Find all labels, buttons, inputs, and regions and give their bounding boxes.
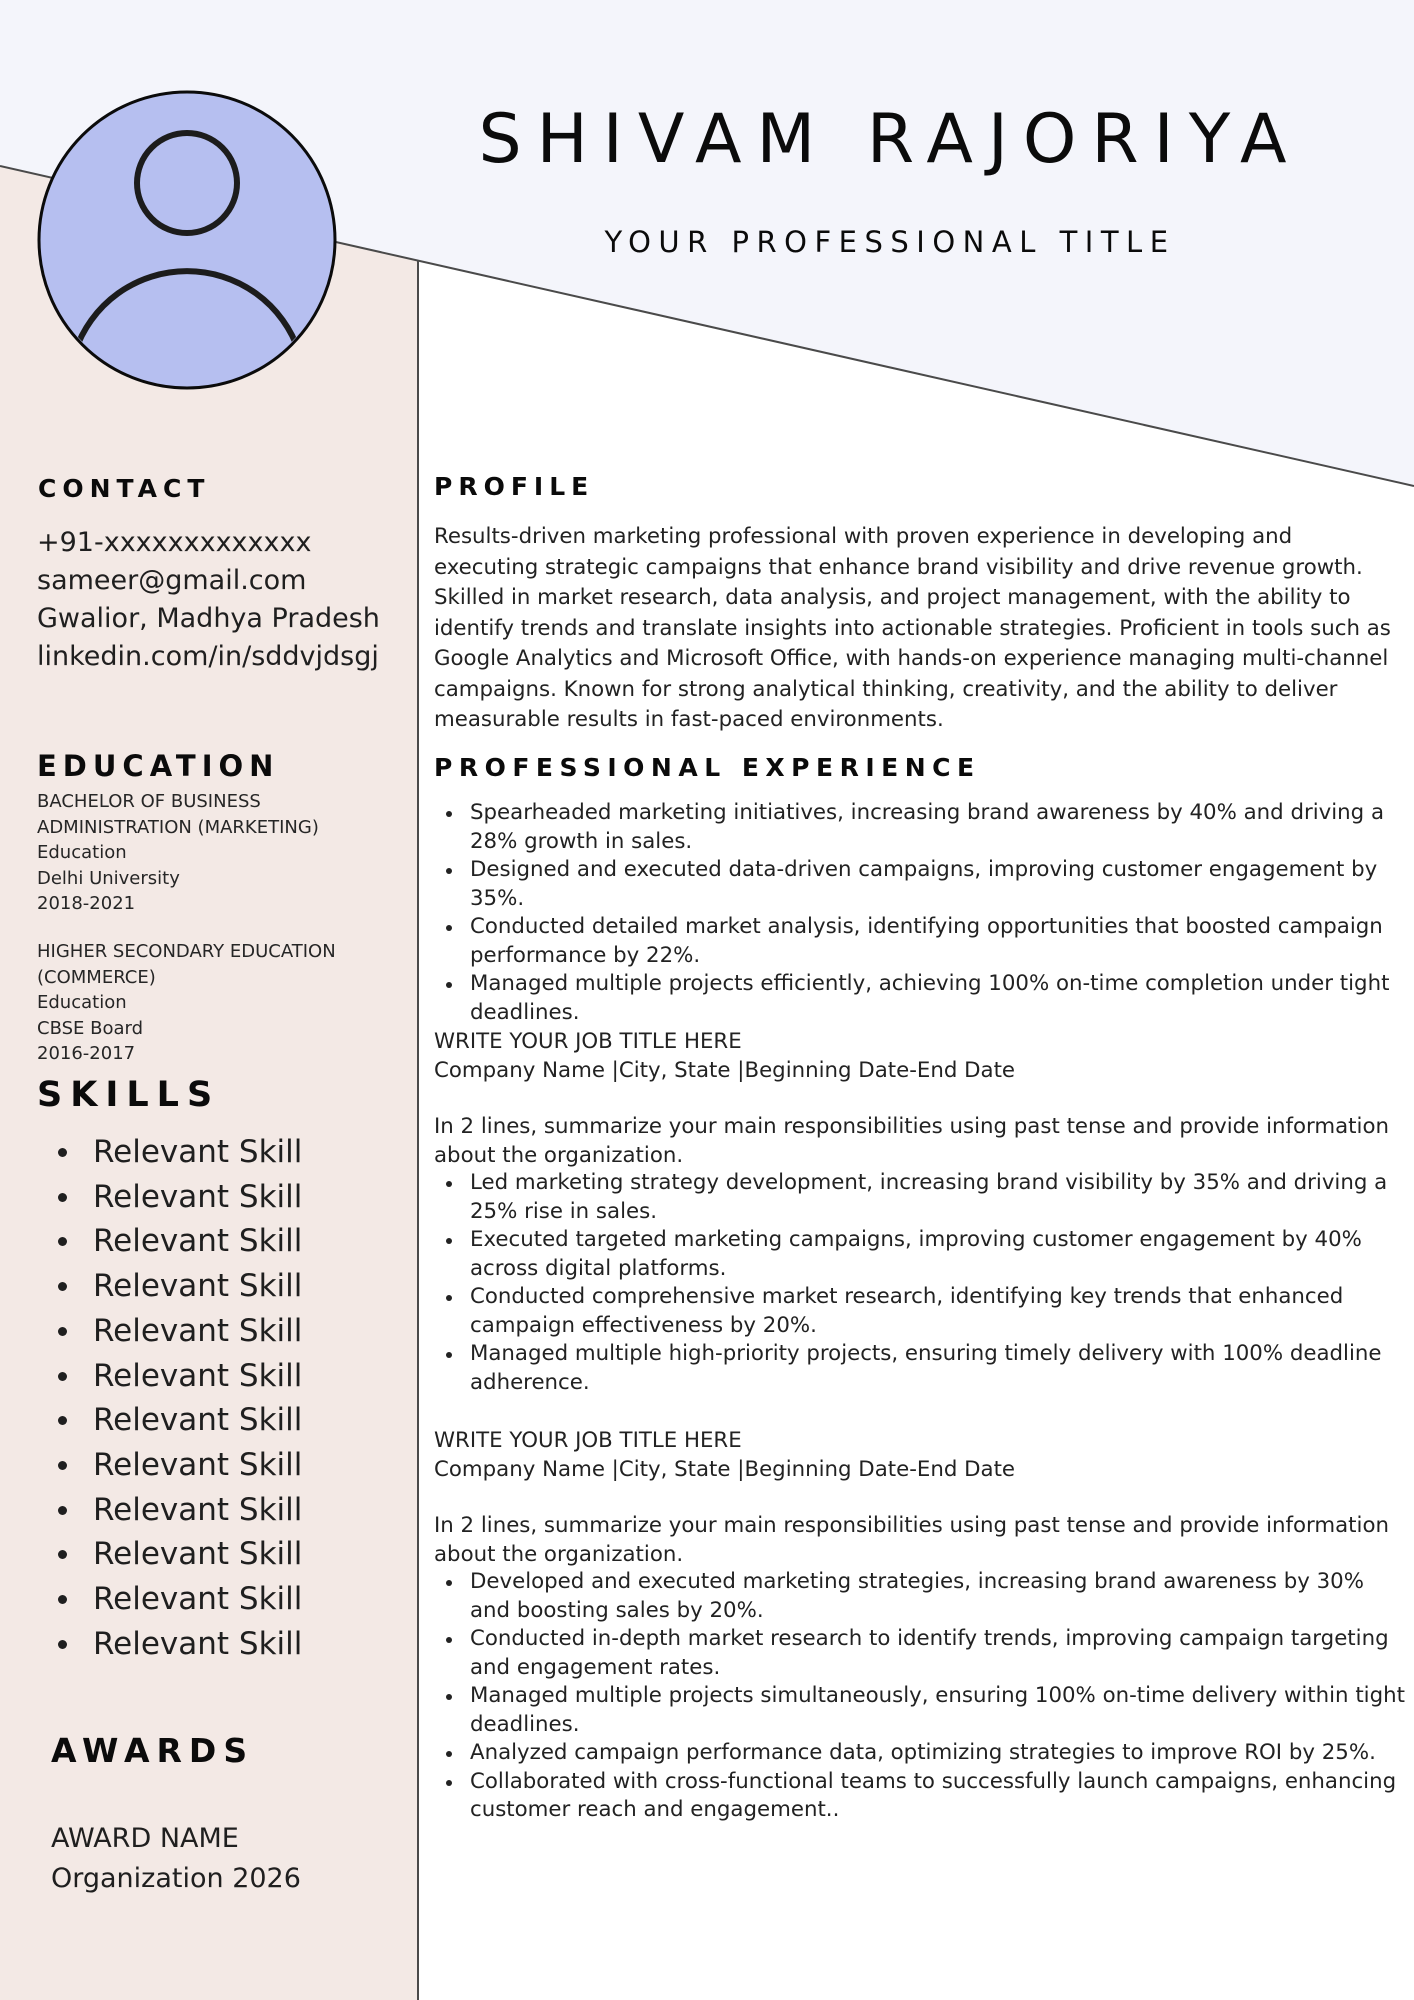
skill-item: Relevant Skill xyxy=(40,1264,302,1309)
job-company-line: Company Name |City, State |Beginning Date-End Date xyxy=(434,1057,1016,1083)
education-institution: CBSE Board xyxy=(37,1017,144,1039)
skills-list xyxy=(40,1130,302,1666)
education-institution: Delhi University xyxy=(37,867,180,889)
skill-item: Relevant Skill xyxy=(40,1622,302,1667)
skill-item: Relevant Skill xyxy=(40,1354,302,1399)
award-name: AWARD NAME xyxy=(51,1823,239,1854)
contact-phone: +91-xxxxxxxxxxxxx xyxy=(37,527,312,558)
experience-bullet: Conducted detailed market analysis, identifying opportunities that boosted campaign performance by 22%. xyxy=(434,913,1409,970)
contact-location: Gwalior, Madhya Pradesh xyxy=(37,603,380,634)
experience-bullet: Managed multiple projects efficiently, achieving 100% on-time completion under tight deadlines. xyxy=(434,970,1409,1027)
award-entry xyxy=(51,1819,301,1899)
job-summary: In 2 lines, summarize your main responsibilities using past tense and provide information about the organization. xyxy=(434,1513,1389,1567)
job-title: WRITE YOUR JOB TITLE HERE xyxy=(434,1428,742,1453)
profile-heading: PROFILE xyxy=(434,472,595,501)
job-bullet: Collaborated with cross-functional teams to successfully launch campaigns, enhancing customer reach and engagement.. xyxy=(434,1768,1409,1825)
job-header xyxy=(434,1427,1015,1484)
job-bullets xyxy=(434,1169,1409,1397)
contact-linkedin: linkedin.com/in/sddvjdsgj xyxy=(37,641,379,672)
candidate-name: SHIVAM RAJORIYA xyxy=(478,100,1302,179)
job-bullet: Conducted in-depth market research to identify trends, improving campaign targeting and engagement rates. xyxy=(434,1625,1409,1682)
awards-heading: AWARDS xyxy=(51,1731,255,1770)
skill-item: Relevant Skill xyxy=(40,1175,302,1220)
education-label: Education xyxy=(37,992,127,1013)
skill-item: Relevant Skill xyxy=(40,1219,302,1264)
job-bullet: Managed multiple high-priority projects, ensuring timely delivery with 100% deadline adherence. xyxy=(434,1340,1409,1397)
award-organization: Organization 2026 xyxy=(51,1863,301,1894)
job-bullet: Developed and executed marketing strategies, increasing brand awareness by 30% and boosting sales by 20%. xyxy=(434,1568,1409,1625)
contact-heading: CONTACT xyxy=(38,474,211,503)
job-bullet: Executed targeted marketing campaigns, improving customer engagement by 40% across digital platforms. xyxy=(434,1226,1409,1283)
experience-highlights xyxy=(434,799,1409,1027)
user-icon xyxy=(37,90,337,390)
job-bullet: Analyzed campaign performance data, optimizing strategies to improve ROI by 25%. xyxy=(434,1739,1409,1768)
education-years: 2016-2017 xyxy=(37,1043,136,1064)
job-company-line: Company Name |City, State |Beginning Date-End Date xyxy=(434,1456,1016,1482)
skill-item: Relevant Skill xyxy=(40,1532,302,1577)
professional-title: YOUR PROFESSIONAL TITLE xyxy=(604,225,1176,259)
skills-heading: SKILLS xyxy=(37,1075,221,1115)
job-bullet: Led marketing strategy development, increasing brand visibility by 35% and driving a 25% rise in sales. xyxy=(434,1169,1409,1226)
job-header xyxy=(434,1028,1015,1085)
skill-item: Relevant Skill xyxy=(40,1488,302,1533)
skill-item: Relevant Skill xyxy=(40,1309,302,1354)
job-title: WRITE YOUR JOB TITLE HERE xyxy=(434,1029,742,1054)
education-entry xyxy=(37,789,357,917)
contact-list xyxy=(37,524,380,676)
skill-item: Relevant Skill xyxy=(40,1577,302,1622)
job-bullet: Conducted comprehensive market research, identifying key trends that enhanced campaign effectiveness by 20%. xyxy=(434,1283,1409,1340)
profile-text: Results-driven marketing professional with proven experience in developing and executing strategic campaigns that enhance brand visibility and drive revenue growth. Skilled in market research, data analysis, and project management, with the ability to identify trends and translate insights into actionable strategies. Proficient in tools such as Google Analytics and Microsoft Office, with hands-on experience managing multi-channel campaigns. Known for strong analytical thinking, creativity, and the ability to deliver measurable results in fast-paced environments. xyxy=(434,524,1391,732)
contact-email: sameer@gmail.com xyxy=(37,565,307,596)
job-summary: In 2 lines, summarize your main responsibilities using past tense and provide information about the organization. xyxy=(434,1114,1389,1168)
education-label: Education xyxy=(37,842,127,863)
experience-bullet: Spearheaded marketing initiatives, increasing brand awareness by 40% and driving a 28% growth in sales. xyxy=(434,799,1409,856)
experience-bullet: Designed and executed data-driven campaigns, improving customer engagement by 35%. xyxy=(434,856,1409,913)
education-heading: EDUCATION xyxy=(37,749,280,783)
education-entry xyxy=(37,939,357,1067)
skill-item: Relevant Skill xyxy=(40,1443,302,1488)
skill-item: Relevant Skill xyxy=(40,1130,302,1175)
education-degree: BACHELOR OF BUSINESS ADMINISTRATION (MARKETING) xyxy=(37,791,319,838)
skill-item: Relevant Skill xyxy=(40,1398,302,1443)
job-bullet: Managed multiple projects simultaneously, ensuring 100% on-time delivery within tight deadlines. xyxy=(434,1682,1409,1739)
job-bullets xyxy=(434,1568,1409,1825)
education-degree: HIGHER SECONDARY EDUCATION (COMMERCE) xyxy=(37,941,336,988)
experience-heading: PROFESSIONAL EXPERIENCE xyxy=(434,753,981,782)
education-years: 2018-2021 xyxy=(37,893,136,914)
